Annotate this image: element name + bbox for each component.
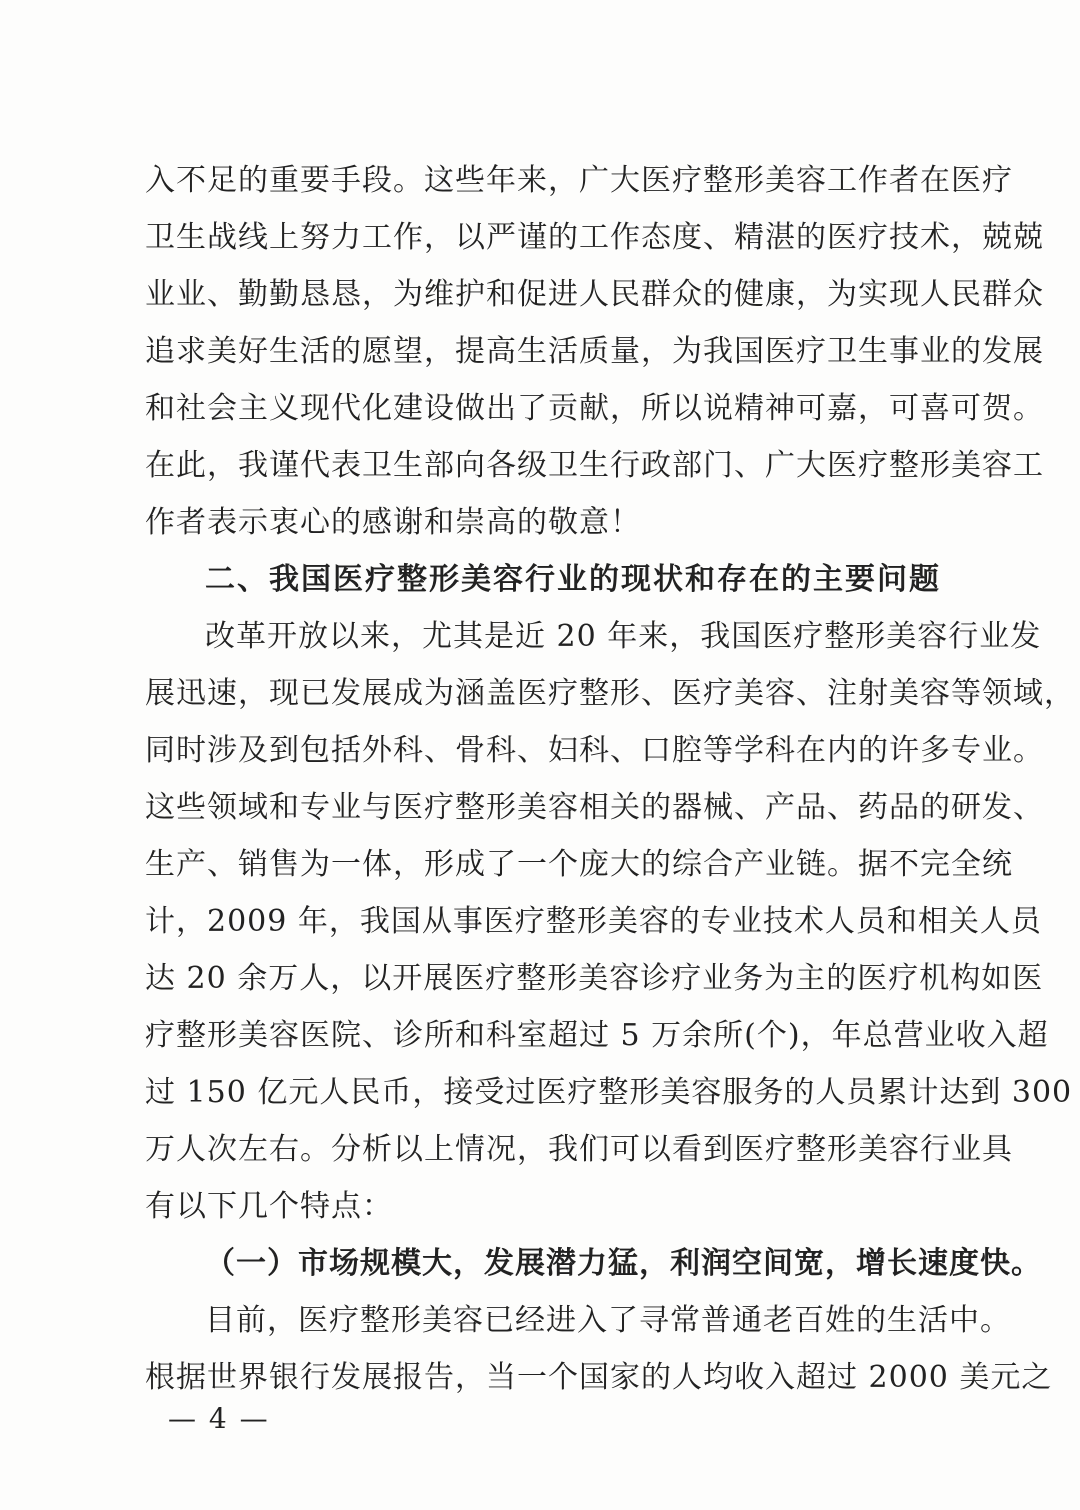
text-line: 展迅速，现已发展成为涵盖医疗整形、医疗美容、注射美容等领域， [145,676,1075,711]
text-line: 和社会主义现代化建设做出了贡献，所以说精神可嘉，可喜可贺。 [145,391,1044,426]
text-line: 在此，我谨代表卫生部向各级卫生行政部门、广大医疗整形美容工 [145,448,1044,483]
document-body [145,152,1075,1406]
text-line: 达 20 余万人，以开展医疗整形美容诊疗业务为主的医疗机构如医 [145,961,1044,996]
text-line: 同时涉及到包括外科、骨科、妇科、口腔等学科在内的许多专业。 [145,733,1044,768]
subsection-heading: （一）市场规模大，发展潜力猛，利润空间宽，增长速度快。 [205,1246,1042,1281]
text-line: 卫生战线上努力工作，以严谨的工作态度、精湛的医疗技术，兢兢 [145,220,1044,255]
text-line: 有以下几个特点： [145,1189,393,1224]
text-line: 入不足的重要手段。这些年来，广大医疗整形美容工作者在医疗 [145,163,1013,198]
text-line: 作者表示衷心的感谢和崇高的敬意！ [145,505,641,540]
text-line: 目前，医疗整形美容已经进入了寻常普通老百姓的生活中。 [205,1303,1011,1338]
text-line: 这些领域和专业与医疗整形美容相关的器械、产品、药品的研发、 [145,790,1044,825]
text-line: 生产、销售为一体，形成了一个庞大的综合产业链。据不完全统 [145,847,1013,882]
section-heading: 二、我国医疗整形美容行业的现状和存在的主要问题 [205,562,941,597]
text-line: 业业、勤勤恳恳，为维护和促进人民群众的健康，为实现人民群众 [145,277,1044,312]
text-line: 改革开放以来，尤其是近 20 年来，我国医疗整形美容行业发 [205,619,1042,654]
text-line: 计，2009 年，我国从事医疗整形美容的专业技术人员和相关人员 [145,904,1042,939]
text-line: 万人次左右。分析以上情况，我们可以看到医疗整形美容行业具 [145,1132,1013,1167]
text-line: 根据世界银行发展报告，当一个国家的人均收入超过 2000 美元之 [145,1360,1053,1395]
text-line: 疗整形美容医院、诊所和科室超过 5 万余所(个)，年总营业收入超 [145,1018,1049,1053]
text-line: 过 150 亿元人民币，接受过医疗整形美容服务的人员累计达到 300 [145,1075,1073,1110]
text-line: 追求美好生活的愿望，提高生活质量，为我国医疗卫生事业的发展 [145,334,1044,369]
page-number: — 4 — [168,1402,270,1435]
